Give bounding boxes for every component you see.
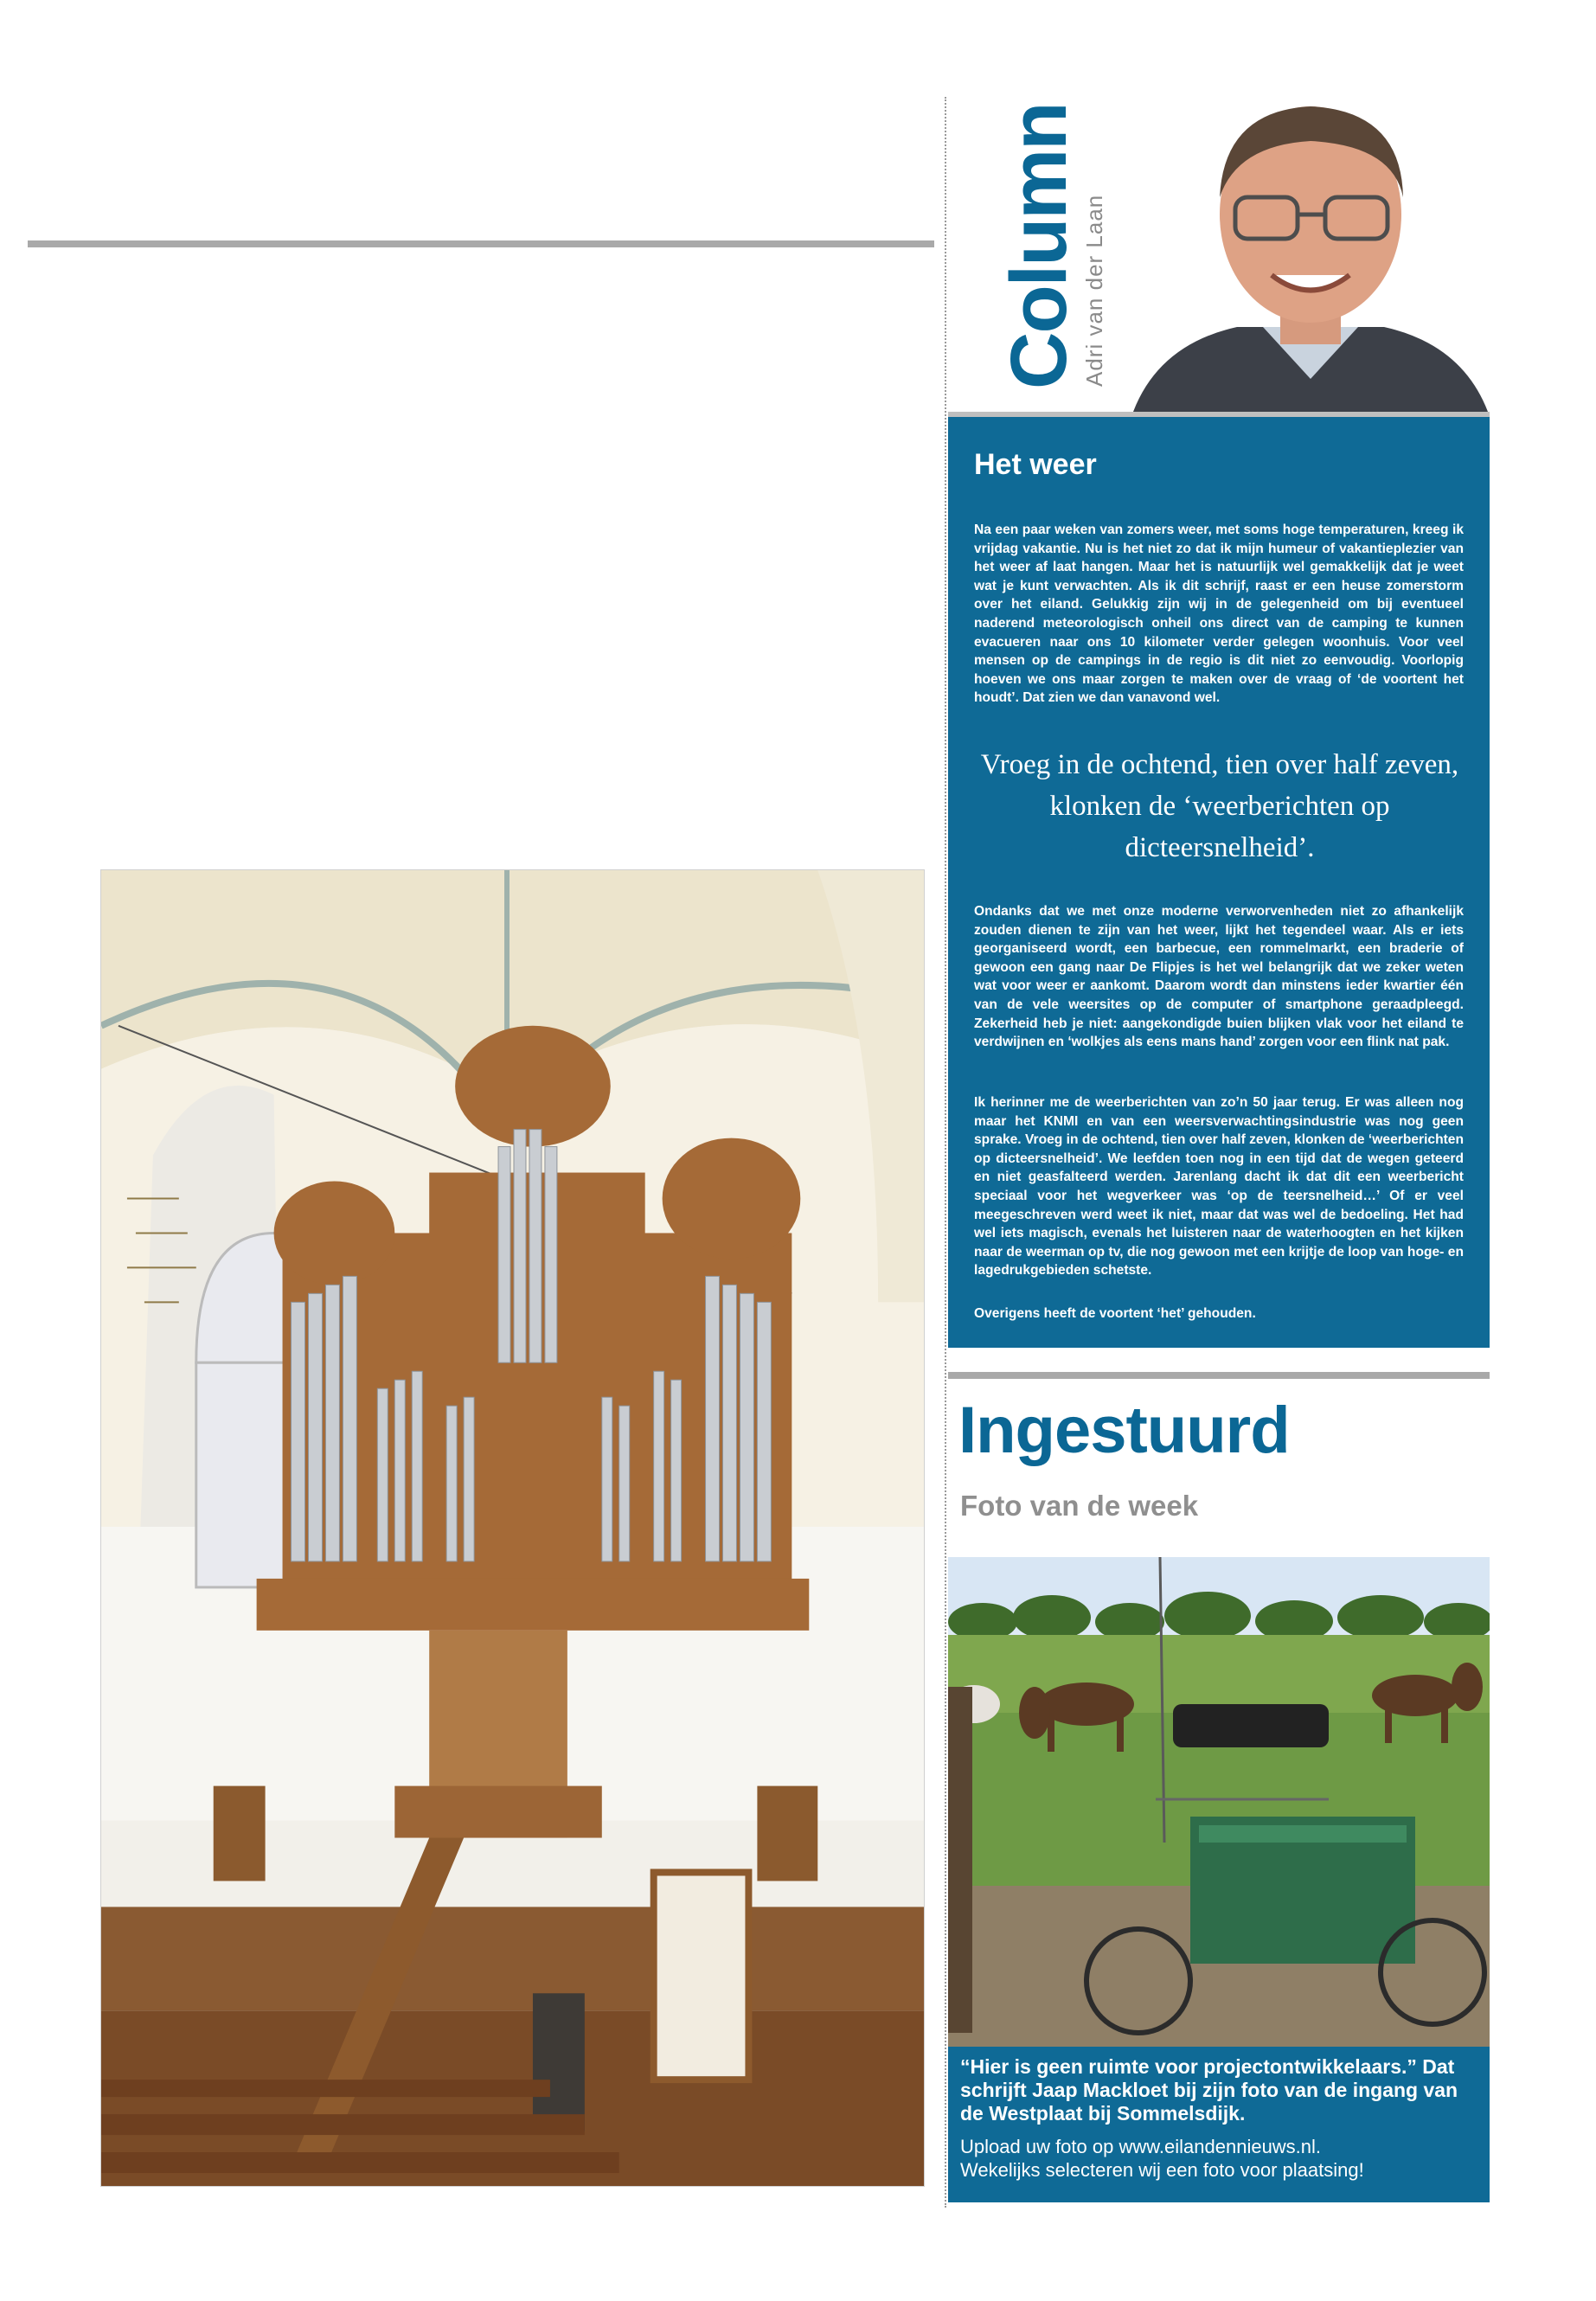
column-paragraph-3: Ik herinner me de weerberichten van zo’n 50 jaar terug. Er was alleen nog maar het KNMI en van een weersverwachtingsindustrie was nog geen sprake. Vroeg in de ochtend, tien over half zeven, klonken de ‘weerberichten op dicteersnelheid’. We leefden toen nog in een tijd dat de wegen geteerd en niet geasfalteerd werden. Jarenlang dacht ik dat dit een weerbericht speciaal voor het wegverkeer was ‘op de teersnelheid…’ Of er veel meegeschreven werd weet ik niet, maar dat was wel de bedoeling. Het had wel iets magisch, evenals het luisteren naar de waterhoogten en het kijken naar de weerman op tv, die nog gewoon met een krijtje de loop van hoge- en lagedrukgebieden schetste. <box>974 1095 1464 1279</box>
pull-quote: Vroeg in de ochtend, tien over half zeven, klonken de ‘weerberichten op dicteersnelheid’. <box>980 749 1459 863</box>
column-paragraph-4: Overigens heeft de voortent ‘het’ gehouden. <box>974 1306 1256 1321</box>
upload-info <box>960 2135 1479 2182</box>
column-title: Column <box>995 103 1083 389</box>
upload-link-text[interactable]: Upload uw foto op www.eilandennieuws.nl. <box>960 2136 1322 2157</box>
section-subtitle: Foto van de week <box>960 1490 1199 1522</box>
church-organ-photo <box>100 869 925 2187</box>
column-heading: Het weer <box>974 448 1097 481</box>
column-paragraph-1: Na een paar weken van zomers weer, met soms hoge temperaturen, kreeg ik vrijdag vakantie. Nu is het niet zo dat ik mijn humeur of vakantieplezier van het weer af laat hangen. Maar het is natuurlijk wel gemakkelijk dat je weet wat je kunt verwachten. Als ik dit schrijf, raast er een heuse zomerstorm over het eiland. Gelukkig zijn wij in de gelegenheid om bij eventueel naderend meteorologisch onheil ons direct van de camping te kunnen evacueren naar ons 10 kilometer verder gelegen woonhuis. Voor veel mensen op de campings in de regio is dit niet zo eenvoudig. Voorlopig hoeven we ons maar zorgen te maken over de vraag of ‘de voortent het houdt’. Dat zien we dan vanavond wel. <box>974 522 1464 706</box>
section-title: Ingestuurd <box>958 1394 1290 1467</box>
photo-of-the-week <box>948 1557 1490 2047</box>
section-divider <box>948 1372 1490 1379</box>
photo-caption: “Hier is geen ruimte voor projectontwikkelaars.” Dat schrijft Jaap Mackloet bij zijn foto van de ingang van de Westplaat bij Sommelsdijk. <box>960 2055 1458 2125</box>
column-author: Adri van der Laan <box>1081 194 1107 387</box>
selection-note: Wekelijks selecteren wij een foto voor plaatsing! <box>960 2159 1364 2181</box>
top-divider <box>28 240 934 247</box>
author-portrait <box>1133 67 1488 412</box>
column-paragraph-2: Ondanks dat we met onze moderne verworvenheden niet zo afhankelijk zouden dienen te zijn van het weer, lijkt het tegendeel waar. Als er iets georganiseerd wordt, een barbecue, een rommelmarkt, een braderie of gewoon een gang naar De Flipjes is het wel belangrijk dat we zeker weten wat voor weer er aankomt. Daarom wordt dan minstens ieder kwartier één van de vele weersites op de computer of smartphone geraadpleegd. Zekerheid heb je niet: aangekondigde buien blijken vlak voor het eiland te verdwijnen en ‘wolkjes als eens mans hand’ zorgen voor een flink nat pak. <box>974 904 1464 1050</box>
column-separator <box>945 97 946 2208</box>
